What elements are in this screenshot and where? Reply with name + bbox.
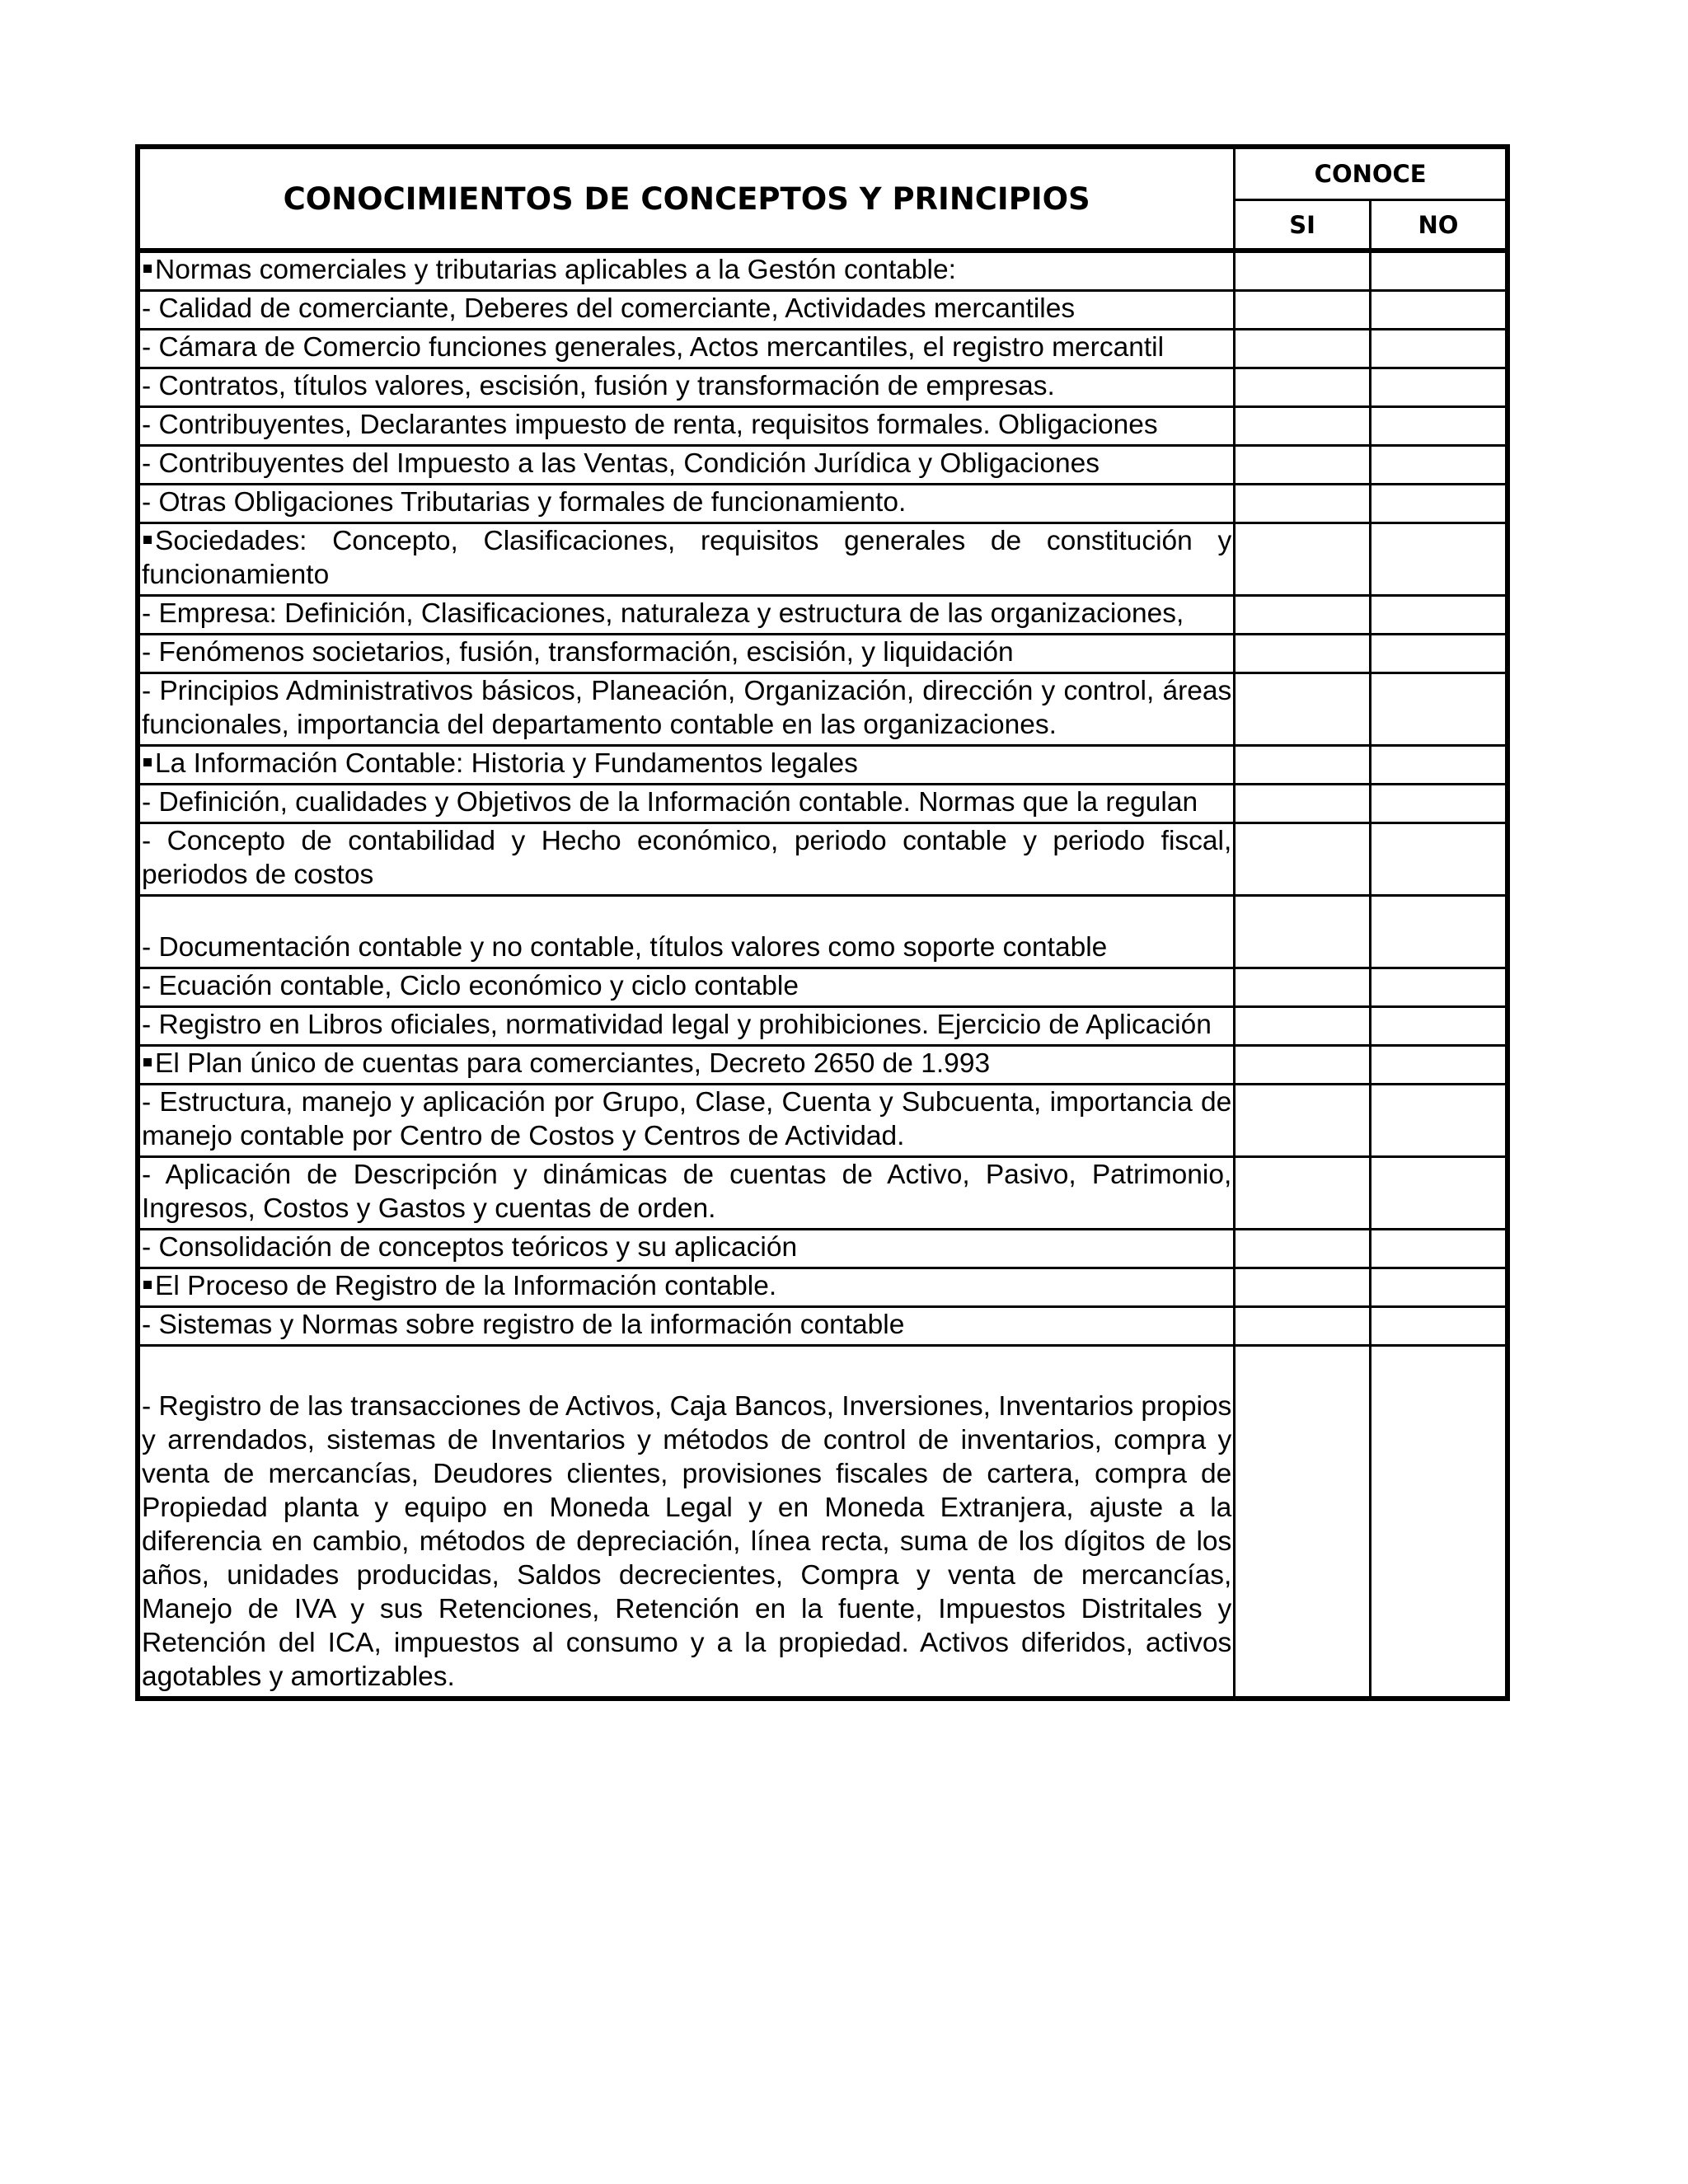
table-row [138, 407, 1507, 446]
sub-item: - Aplicación de Descripción y dinámicas de cuentas de Activo, Pasivo, Patrimonio, Ingresos, Costos y Gastos y cuentas de orden. [138, 1157, 1235, 1230]
table-row [138, 1157, 1507, 1230]
sub-item: - Definición, cualidades y Objetivos de la Información contable. Normas que la regulan [138, 785, 1235, 823]
si-checkbox-cell[interactable] [1235, 251, 1371, 291]
si-checkbox-cell[interactable] [1235, 1268, 1371, 1307]
si-checkbox-cell[interactable] [1235, 446, 1371, 485]
si-checkbox-cell[interactable] [1235, 330, 1371, 368]
table-row [138, 1085, 1507, 1157]
si-checkbox-cell[interactable] [1235, 746, 1371, 785]
table-row [138, 1346, 1507, 1699]
no-checkbox-cell[interactable] [1370, 251, 1507, 291]
si-checkbox-cell[interactable] [1235, 1085, 1371, 1157]
si-checkbox-cell[interactable] [1235, 1230, 1371, 1268]
no-checkbox-cell[interactable] [1370, 1346, 1507, 1699]
no-header: NO [1370, 200, 1507, 251]
table-row [138, 291, 1507, 330]
no-checkbox-cell[interactable] [1370, 291, 1507, 330]
table-row [138, 785, 1507, 823]
table-row [138, 635, 1507, 673]
si-checkbox-cell[interactable] [1235, 1007, 1371, 1046]
si-checkbox-cell[interactable] [1235, 291, 1371, 330]
no-checkbox-cell[interactable] [1370, 596, 1507, 635]
table-row [138, 1007, 1507, 1046]
sub-item: - Estructura, manejo y aplicación por Grupo, Clase, Cuenta y Subcuenta, importancia de manejo contable por Centro de Costos y Centros de Actividad. [138, 1085, 1235, 1157]
si-checkbox-cell[interactable] [1235, 485, 1371, 523]
no-checkbox-cell[interactable] [1370, 523, 1507, 596]
header-row [138, 147, 1507, 200]
section-item: Normas comerciales y tributarias aplicables a la Gestón contable: [138, 251, 1235, 291]
no-checkbox-cell[interactable] [1370, 407, 1507, 446]
si-checkbox-cell[interactable] [1235, 1346, 1371, 1699]
sub-item: - Documentación contable y no contable, títulos valores como soporte contable [138, 896, 1235, 968]
sub-item: - Registro de las transacciones de Activos, Caja Bancos, Inversiones, Inventarios propios y arrendados, sistemas de Inventarios y métodos de control de inventarios, compra y venta de mercancías, Deudores clientes, provisiones fiscales de cartera, compra de Propiedad planta y equipo en Moneda Legal y en Moneda Extranjera, ajuste a la diferencia en cambio, métodos de depreciación, línea recta, suma de los dígitos de los años, unidades producidas, Saldos decrecientes, Compra y venta de mercancías, Manejo de IVA y sus Retenciones, Retención en la fuente, Impuestos Distritales y Retención del ICA, impuestos al consumo y a la propiedad. Activos diferidos, activos agotables y amortizables. [138, 1346, 1235, 1699]
table-row [138, 823, 1507, 896]
bullet-square-icon [143, 265, 152, 273]
sub-item: - Contratos, títulos valores, escisión, fusión y transformación de empresas. [138, 368, 1235, 407]
si-checkbox-cell[interactable] [1235, 1307, 1371, 1346]
si-checkbox-cell[interactable] [1235, 523, 1371, 596]
sub-item: - Fenómenos societarios, fusión, transformación, escisión, y liquidación [138, 635, 1235, 673]
sub-item: - Empresa: Definición, Clasificaciones, naturaleza y estructura de las organizaciones, [138, 596, 1235, 635]
table-row [138, 1307, 1507, 1346]
si-checkbox-cell[interactable] [1235, 635, 1371, 673]
bullet-square-icon [143, 758, 152, 766]
table-row [138, 746, 1507, 785]
table-row [138, 485, 1507, 523]
no-checkbox-cell[interactable] [1370, 1268, 1507, 1307]
si-checkbox-cell[interactable] [1235, 785, 1371, 823]
no-checkbox-cell[interactable] [1370, 1157, 1507, 1230]
section-item: El Proceso de Registro de la Información contable. [138, 1268, 1235, 1307]
no-checkbox-cell[interactable] [1370, 673, 1507, 746]
sub-item: - Concepto de contabilidad y Hecho económico, periodo contable y periodo fiscal, periodos de costos [138, 823, 1235, 896]
sub-item: - Otras Obligaciones Tributarias y formales de funcionamiento. [138, 485, 1235, 523]
knowledge-checklist-table [135, 144, 1510, 1701]
table-row [138, 251, 1507, 291]
table-row [138, 673, 1507, 746]
table-title: CONOCIMIENTOS DE CONCEPTOS Y PRINCIPIOS [138, 147, 1235, 251]
section-item: Sociedades: Concepto, Clasificaciones, requisitos generales de constitución y funcionamiento [138, 523, 1235, 596]
no-checkbox-cell[interactable] [1370, 746, 1507, 785]
table-row [138, 446, 1507, 485]
no-checkbox-cell[interactable] [1370, 1230, 1507, 1268]
table-row [138, 330, 1507, 368]
table-row [138, 1268, 1507, 1307]
no-checkbox-cell[interactable] [1370, 1085, 1507, 1157]
no-checkbox-cell[interactable] [1370, 823, 1507, 896]
si-checkbox-cell[interactable] [1235, 968, 1371, 1007]
table-row [138, 368, 1507, 407]
no-checkbox-cell[interactable] [1370, 1007, 1507, 1046]
sub-item: - Sistemas y Normas sobre registro de la información contable [138, 1307, 1235, 1346]
si-header: SI [1235, 200, 1371, 251]
table-row [138, 1230, 1507, 1268]
bullet-square-icon [143, 1281, 152, 1289]
table-row [138, 1046, 1507, 1085]
si-checkbox-cell[interactable] [1235, 896, 1371, 968]
si-checkbox-cell[interactable] [1235, 407, 1371, 446]
sub-item: - Cámara de Comercio funciones generales, Actos mercantiles, el registro mercantil [138, 330, 1235, 368]
no-checkbox-cell[interactable] [1370, 1046, 1507, 1085]
si-checkbox-cell[interactable] [1235, 596, 1371, 635]
sub-item: - Registro en Libros oficiales, normatividad legal y prohibiciones. Ejercicio de Aplicación [138, 1007, 1235, 1046]
no-checkbox-cell[interactable] [1370, 968, 1507, 1007]
si-checkbox-cell[interactable] [1235, 368, 1371, 407]
no-checkbox-cell[interactable] [1370, 785, 1507, 823]
no-checkbox-cell[interactable] [1370, 1307, 1507, 1346]
bullet-square-icon [143, 536, 152, 544]
sub-item: - Calidad de comerciante, Deberes del comerciante, Actividades mercantiles [138, 291, 1235, 330]
table-row [138, 968, 1507, 1007]
si-checkbox-cell[interactable] [1235, 1157, 1371, 1230]
section-item: La Información Contable: Historia y Fundamentos legales [138, 746, 1235, 785]
sub-item: - Consolidación de conceptos teóricos y su aplicación [138, 1230, 1235, 1268]
sub-item: - Contribuyentes del Impuesto a las Ventas, Condición Jurídica y Obligaciones [138, 446, 1235, 485]
table-row [138, 596, 1507, 635]
sub-item: - Contribuyentes, Declarantes impuesto de renta, requisitos formales. Obligaciones [138, 407, 1235, 446]
sub-item: - Principios Administrativos básicos, Planeación, Organización, dirección y control, áreas funcionales, importancia del departamento contable en las organizaciones. [138, 673, 1235, 746]
no-checkbox-cell[interactable] [1370, 368, 1507, 407]
table-row [138, 523, 1507, 596]
si-checkbox-cell[interactable] [1235, 823, 1371, 896]
si-checkbox-cell[interactable] [1235, 673, 1371, 746]
no-checkbox-cell[interactable] [1370, 446, 1507, 485]
no-checkbox-cell[interactable] [1370, 485, 1507, 523]
no-checkbox-cell[interactable] [1370, 330, 1507, 368]
no-checkbox-cell[interactable] [1370, 896, 1507, 968]
si-checkbox-cell[interactable] [1235, 1046, 1371, 1085]
sub-item: - Ecuación contable, Ciclo económico y ciclo contable [138, 968, 1235, 1007]
conoce-header: CONOCE [1235, 147, 1507, 200]
bullet-square-icon [143, 1058, 152, 1066]
no-checkbox-cell[interactable] [1370, 635, 1507, 673]
section-item: El Plan único de cuentas para comerciantes, Decreto 2650 de 1.993 [138, 1046, 1235, 1085]
table-row [138, 896, 1507, 968]
